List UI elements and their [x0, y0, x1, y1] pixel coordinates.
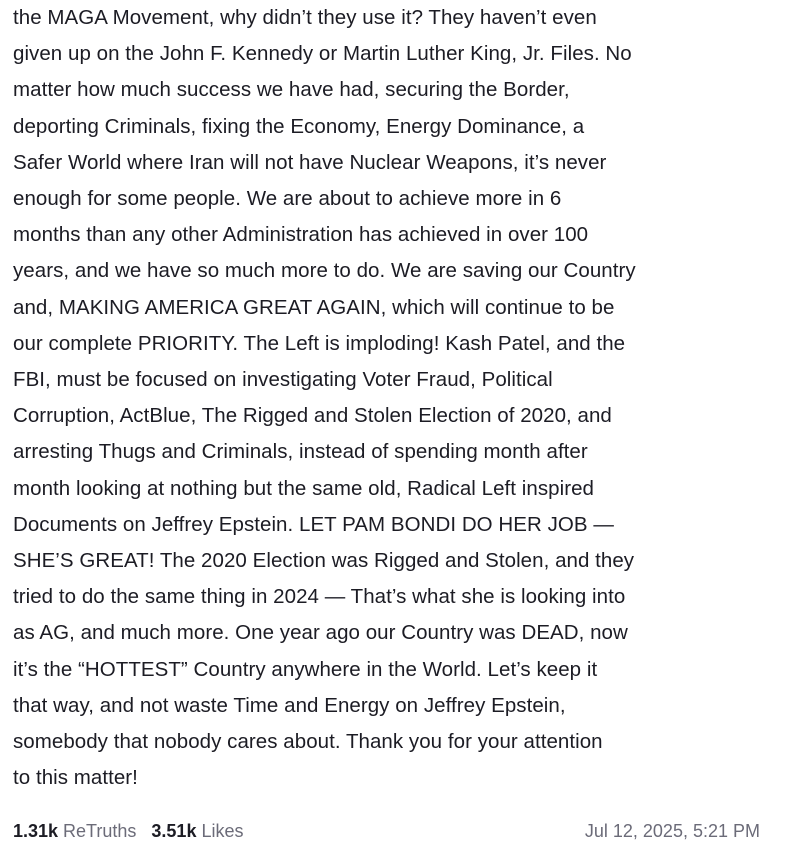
retruths-count: 1.31k [13, 820, 59, 841]
likes-count: 3.51k [151, 820, 197, 841]
post-footer [13, 816, 760, 846]
likes-stat[interactable] [151, 821, 243, 842]
post-timestamp[interactable]: Jul 12, 2025, 5:21 PM [584, 820, 760, 841]
retruths-stat[interactable] [13, 821, 136, 842]
retruths-label: ReTruths [63, 820, 137, 841]
likes-label: Likes [201, 820, 244, 841]
post-stats [13, 821, 243, 842]
post-body-text: the MAGA Movement, why didn’t they use it? They haven’t even given up on the John F. Kennedy or Martin Luther King, Jr. Files. No matter how much success we have had, securing the Border, deporting Criminals, fixing the Economy, Energy Dominance, a Safer World where Iran will not have Nuclear Weapons, it’s never enough for some people. We are about to achieve more in 6 months than any other Administration has achieved in over 100 years, and we have so much more to do. We are saving our Country and, MAKING AMERICA GREAT AGAIN, which will continue to be our complete PRIORITY. The Left is imploding! Kash Patel, and the FBI, must be focused on investigating Voter Fraud, Political Corruption, ActBlue, The Rigged and Stolen Election of 2020, and arresting Thugs and Criminals, instead of spending month after month looking at nothing but the same old, Radical Left inspired Documents on Jeffrey Epstein. LET PAM BONDI DO HER JOB — SHE’S GREAT! The 2020 Election was Rigged and Stolen, and they tried to do the same thing in 2024 — That’s what she is looking into as AG, and much more. One year ago our Country was DEAD, now it’s the “HOTTEST” Country anywhere in the World. Let’s keep it that way, and not waste Time and Energy on Jeffrey Epstein, somebody that nobody cares about. Thank you for your attention to this matter! [13, 6, 636, 790]
post-content [13, 0, 795, 796]
